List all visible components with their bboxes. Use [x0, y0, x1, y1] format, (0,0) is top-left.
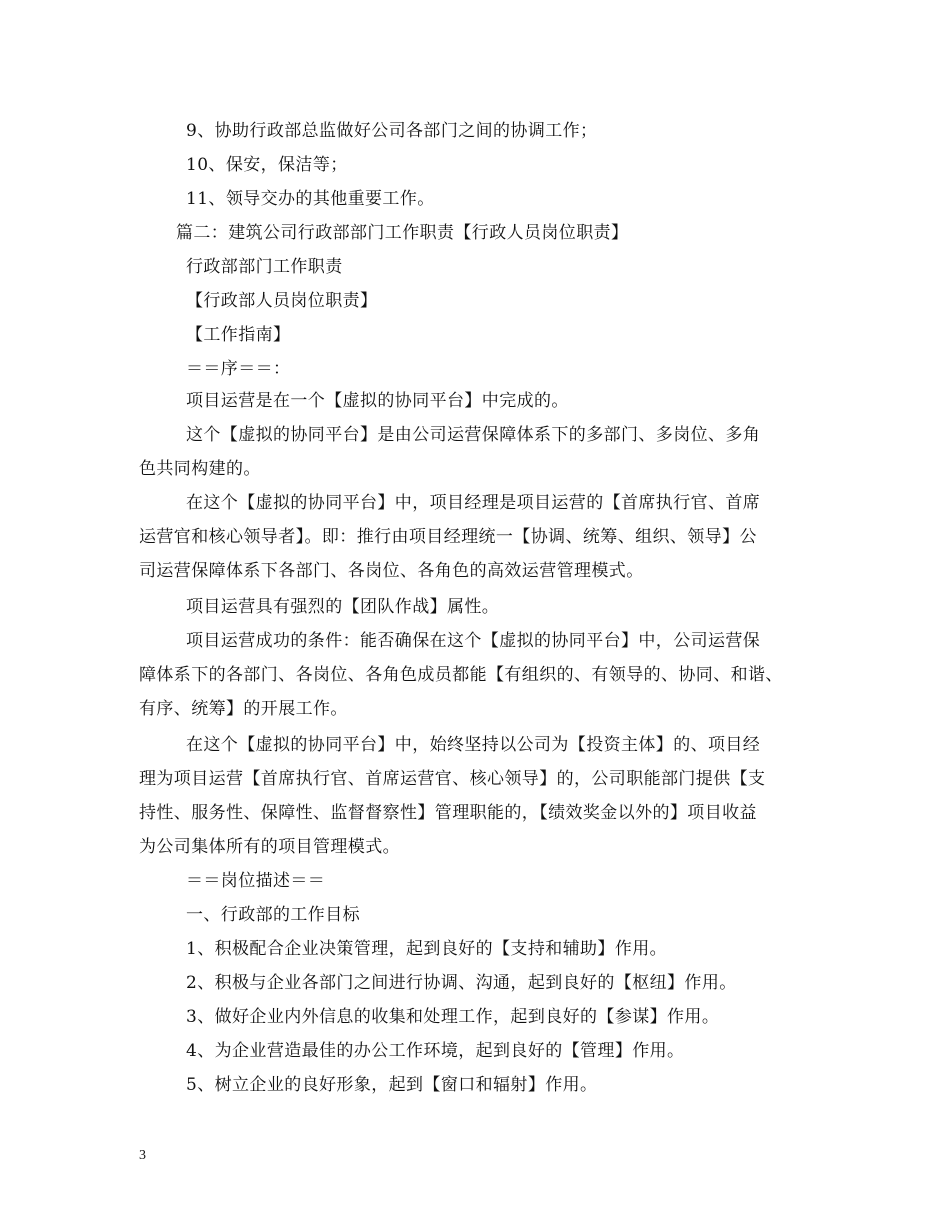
paragraph-line: 色共同构建的。: [139, 459, 261, 479]
text-line: 9、协助行政部总监做好公司各部门之间的协调工作；: [186, 121, 598, 141]
text-line: 11、领导交办的其他重要工作。: [186, 189, 435, 209]
paragraph-line: 持性、服务性、保障性、监督督察性】管理职能的，【绩效奖金以外的】项目收益: [139, 803, 757, 823]
paragraph-line: 项目运营是在一个【虚拟的协同平台】中完成的。: [186, 391, 569, 411]
paragraph-line: 障体系下的各部门、各岗位、各角色成员都能【有组织的、有领导的、协同、和谐、: [139, 665, 783, 685]
section-marker: ＝＝岗位描述＝＝: [186, 871, 326, 891]
text-line: 10、保安，保洁等；: [186, 155, 348, 175]
list-item: 1、积极配合企业决策管理，起到良好的【支持和辅助】作用。: [186, 939, 668, 959]
text-line: ＝＝序＝＝：: [186, 359, 291, 379]
list-item: 2、积极与企业各部门之间进行协调、沟通，起到良好的【枢纽】作用。: [186, 973, 737, 993]
paragraph-line: 在这个【虚拟的协同平台】中，项目经理是项目运营的【首席执行官、首席: [186, 493, 761, 513]
paragraph-line: 运营官和核心领导者】。即：推行由项目经理统一【协调、统筹、组织、领导】公: [139, 527, 757, 547]
text-line: 【行政部人员岗位职责】: [186, 291, 378, 311]
paragraph-line: 在这个【虚拟的协同平台】中，始终坚持以公司为【投资主体】的、项目经: [186, 735, 761, 755]
paragraph-line: 这个【虚拟的协同平台】是由公司运营保障体系下的多部门、多岗位、多角: [186, 425, 761, 445]
section-heading: 篇二：建筑公司行政部部门工作职责【行政人员岗位职责】: [176, 223, 629, 243]
paragraph-line: 司运营保障体系下各部门、各岗位、各角色的高效运营管理模式。: [139, 561, 644, 581]
page-number: 3: [139, 1148, 146, 1163]
text-line: 【工作指南】: [186, 325, 291, 345]
list-item: 5、树立企业的良好形象，起到【窗口和辐射】作用。: [186, 1075, 598, 1095]
section-heading: 一、行政部的工作目标: [186, 905, 360, 925]
paragraph-line: 项目运营成功的条件：能否确保在这个【虚拟的协同平台】中，公司运营保: [186, 631, 761, 651]
list-item: 4、为企业营造最佳的办公工作环境，起到良好的【管理】作用。: [186, 1041, 685, 1061]
paragraph-line: 理为项目运营【首席执行官、首席运营官、核心领导】的，公司职能部门提供【支: [139, 769, 766, 789]
text-line: 行政部部门工作职责: [186, 257, 343, 277]
list-item: 3、做好企业内外信息的收集和处理工作，起到良好的【参谋】作用。: [186, 1007, 720, 1027]
paragraph-line: 有序、统筹】的开展工作。: [139, 699, 348, 719]
paragraph-line: 为公司集体所有的项目管理模式。: [139, 837, 400, 857]
paragraph-line: 项目运营具有强烈的【团队作战】属性。: [186, 597, 500, 617]
